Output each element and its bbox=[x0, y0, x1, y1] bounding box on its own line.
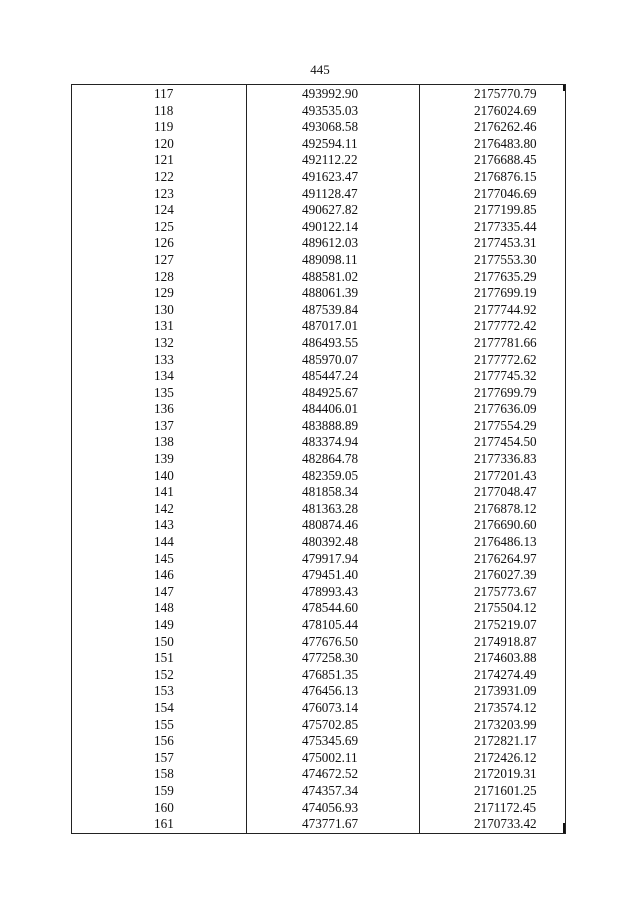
y-coordinate-cell: 2170733.42 bbox=[474, 816, 537, 832]
x-coordinate-cell: 486493.55 bbox=[302, 334, 359, 350]
point-number-cell: 135 bbox=[154, 384, 174, 400]
x-coordinate-cell: 481858.34 bbox=[302, 484, 359, 500]
y-coordinate-cell: 2176024.69 bbox=[474, 102, 537, 118]
y-coordinate-cell: 2177744.92 bbox=[474, 301, 537, 317]
x-coordinate-cell: 485447.24 bbox=[302, 368, 359, 384]
point-number-cell: 128 bbox=[154, 268, 174, 284]
point-number-cell: 159 bbox=[154, 782, 174, 798]
point-number-cell: 138 bbox=[154, 434, 174, 450]
point-number-cell: 156 bbox=[154, 733, 174, 749]
y-coordinate-cell: 2176486.13 bbox=[474, 534, 537, 550]
point-number-cell: 131 bbox=[154, 318, 174, 334]
table-row bbox=[72, 667, 565, 684]
table-row bbox=[72, 567, 565, 584]
point-number-cell: 136 bbox=[154, 401, 174, 417]
point-number-cell: 158 bbox=[154, 766, 174, 782]
x-coordinate-cell: 475002.11 bbox=[302, 749, 358, 765]
x-coordinate-cell: 489098.11 bbox=[302, 251, 358, 267]
x-coordinate-cell: 477676.50 bbox=[302, 633, 359, 649]
table-row bbox=[72, 385, 565, 402]
x-coordinate-cell: 483374.94 bbox=[302, 434, 359, 450]
point-number-cell: 132 bbox=[154, 334, 174, 350]
x-coordinate-cell: 487017.01 bbox=[302, 318, 359, 334]
x-coordinate-cell: 488061.39 bbox=[302, 285, 359, 301]
y-coordinate-cell: 2177554.29 bbox=[474, 417, 537, 433]
point-number-cell: 122 bbox=[154, 168, 174, 184]
table-row bbox=[72, 352, 565, 369]
x-coordinate-cell: 474357.34 bbox=[302, 782, 359, 798]
table-row bbox=[72, 302, 565, 319]
point-number-cell: 161 bbox=[154, 816, 174, 832]
y-coordinate-cell: 2174918.87 bbox=[474, 633, 537, 649]
x-coordinate-cell: 491623.47 bbox=[302, 168, 359, 184]
x-coordinate-cell: 478993.43 bbox=[302, 583, 359, 599]
table-row bbox=[72, 285, 565, 302]
y-coordinate-cell: 2177699.19 bbox=[474, 285, 537, 301]
y-coordinate-cell: 2171601.25 bbox=[474, 782, 537, 798]
table-row bbox=[72, 368, 565, 385]
point-number-cell: 152 bbox=[154, 666, 174, 682]
table-row bbox=[72, 717, 565, 734]
point-number-cell: 125 bbox=[154, 218, 174, 234]
x-coordinate-cell: 484406.01 bbox=[302, 401, 359, 417]
y-coordinate-cell: 2176688.45 bbox=[474, 152, 537, 168]
table-row bbox=[72, 468, 565, 485]
table-row bbox=[72, 418, 565, 435]
x-coordinate-cell: 476851.35 bbox=[302, 666, 359, 682]
table-row bbox=[72, 750, 565, 767]
point-number-cell: 129 bbox=[154, 285, 174, 301]
table-row bbox=[72, 634, 565, 651]
table-row bbox=[72, 534, 565, 551]
y-coordinate-cell: 2177635.29 bbox=[474, 268, 537, 284]
x-coordinate-cell: 485970.07 bbox=[302, 351, 359, 367]
point-number-cell: 123 bbox=[154, 185, 174, 201]
y-coordinate-cell: 2175219.07 bbox=[474, 617, 537, 632]
x-coordinate-cell: 493535.03 bbox=[302, 102, 359, 118]
y-coordinate-cell: 2172019.31 bbox=[474, 766, 537, 782]
x-coordinate-cell: 492112.22 bbox=[302, 152, 358, 168]
page-number: 445 bbox=[310, 62, 330, 77]
x-coordinate-cell: 479917.94 bbox=[302, 550, 359, 566]
y-coordinate-cell: 2173574.12 bbox=[474, 699, 537, 715]
point-number-cell: 133 bbox=[154, 351, 174, 367]
table-row bbox=[72, 219, 565, 236]
table-row bbox=[72, 401, 565, 418]
x-coordinate-cell: 483888.89 bbox=[302, 417, 359, 433]
x-coordinate-cell: 489612.03 bbox=[302, 235, 359, 251]
x-coordinate-cell: 479451.40 bbox=[302, 567, 359, 583]
table-row bbox=[72, 484, 565, 501]
point-number-cell: 145 bbox=[154, 550, 174, 566]
point-number-cell: 127 bbox=[154, 251, 174, 267]
y-coordinate-cell: 2176264.97 bbox=[474, 550, 537, 566]
point-number-cell: 148 bbox=[154, 600, 174, 616]
x-coordinate-cell: 476456.13 bbox=[302, 683, 359, 699]
point-number-cell: 151 bbox=[154, 650, 174, 666]
x-coordinate-cell: 473771.67 bbox=[302, 816, 359, 832]
table-row bbox=[72, 816, 565, 833]
y-coordinate-cell: 2177199.85 bbox=[474, 202, 537, 218]
point-number-cell: 137 bbox=[154, 417, 174, 433]
table-row bbox=[72, 269, 565, 286]
y-coordinate-cell: 2175770.79 bbox=[474, 86, 537, 101]
table-row bbox=[72, 584, 565, 601]
point-number-cell: 117 bbox=[154, 86, 174, 101]
y-coordinate-cell: 2176262.46 bbox=[474, 119, 537, 135]
x-coordinate-cell: 480874.46 bbox=[302, 517, 359, 533]
table-row bbox=[72, 600, 565, 617]
x-coordinate-cell: 478544.60 bbox=[302, 600, 359, 616]
y-coordinate-cell: 2177772.42 bbox=[474, 318, 537, 334]
x-coordinate-cell: 492594.11 bbox=[302, 135, 358, 151]
table-row bbox=[72, 186, 565, 203]
table-row bbox=[72, 683, 565, 700]
table-row bbox=[72, 733, 565, 750]
table-row bbox=[72, 617, 565, 634]
y-coordinate-cell: 2173203.99 bbox=[474, 716, 537, 732]
x-coordinate-cell: 490627.82 bbox=[302, 202, 359, 218]
y-coordinate-cell: 2177453.31 bbox=[474, 235, 537, 251]
x-coordinate-cell: 476073.14 bbox=[302, 699, 359, 715]
point-number-cell: 120 bbox=[154, 135, 174, 151]
table-row bbox=[72, 650, 565, 667]
point-number-cell: 121 bbox=[154, 152, 174, 168]
x-coordinate-cell: 491128.47 bbox=[302, 185, 358, 201]
point-number-cell: 149 bbox=[154, 617, 174, 632]
y-coordinate-cell: 2177636.09 bbox=[474, 401, 537, 417]
y-coordinate-cell: 2174274.49 bbox=[474, 666, 537, 682]
y-coordinate-cell: 2176876.15 bbox=[474, 168, 537, 184]
coordinate-table bbox=[71, 84, 566, 834]
point-number-cell: 119 bbox=[154, 119, 174, 135]
x-coordinate-cell: 482359.05 bbox=[302, 467, 359, 483]
y-coordinate-cell: 2174603.88 bbox=[474, 650, 537, 666]
table-row bbox=[72, 766, 565, 783]
point-number-cell: 140 bbox=[154, 467, 174, 483]
x-coordinate-cell: 482864.78 bbox=[302, 451, 359, 467]
table-row bbox=[72, 783, 565, 800]
point-number-cell: 147 bbox=[154, 583, 174, 599]
point-number-cell: 141 bbox=[154, 484, 174, 500]
x-coordinate-cell: 490122.14 bbox=[302, 218, 359, 234]
y-coordinate-cell: 2176483.80 bbox=[474, 135, 537, 151]
point-number-cell: 154 bbox=[154, 699, 174, 715]
x-coordinate-cell: 477258.30 bbox=[302, 650, 359, 666]
y-coordinate-cell: 2177553.30 bbox=[474, 251, 537, 267]
y-coordinate-cell: 2175504.12 bbox=[474, 600, 537, 616]
table-row bbox=[72, 202, 565, 219]
table-row bbox=[72, 136, 565, 153]
table-row bbox=[72, 169, 565, 186]
point-number-cell: 146 bbox=[154, 567, 174, 583]
table-row bbox=[72, 318, 565, 335]
y-coordinate-cell: 2177048.47 bbox=[474, 484, 537, 500]
table-body bbox=[72, 86, 565, 833]
y-coordinate-cell: 2172426.12 bbox=[474, 749, 537, 765]
y-coordinate-cell: 2177699.79 bbox=[474, 384, 537, 400]
table-row bbox=[72, 434, 565, 451]
point-number-cell: 139 bbox=[154, 451, 174, 467]
table-row bbox=[72, 86, 565, 103]
table-row bbox=[72, 517, 565, 534]
table-row bbox=[72, 800, 565, 817]
table-row bbox=[72, 103, 565, 120]
y-coordinate-cell: 2173931.09 bbox=[474, 683, 537, 699]
table-row bbox=[72, 451, 565, 468]
x-coordinate-cell: 474672.52 bbox=[302, 766, 359, 782]
point-number-cell: 144 bbox=[154, 534, 174, 550]
point-number-cell: 157 bbox=[154, 749, 174, 765]
y-coordinate-cell: 2177745.32 bbox=[474, 368, 537, 384]
x-coordinate-cell: 475702.85 bbox=[302, 716, 359, 732]
y-coordinate-cell: 2175773.67 bbox=[474, 583, 537, 599]
y-coordinate-cell: 2177454.50 bbox=[474, 434, 537, 450]
x-coordinate-cell: 493992.90 bbox=[302, 86, 359, 101]
x-coordinate-cell: 480392.48 bbox=[302, 534, 359, 550]
x-coordinate-cell: 478105.44 bbox=[302, 617, 359, 632]
x-coordinate-cell: 493068.58 bbox=[302, 119, 359, 135]
point-number-cell: 134 bbox=[154, 368, 174, 384]
y-coordinate-cell: 2177336.83 bbox=[474, 451, 537, 467]
x-coordinate-cell: 475345.69 bbox=[302, 733, 359, 749]
point-number-cell: 124 bbox=[154, 202, 174, 218]
x-coordinate-cell: 481363.28 bbox=[302, 500, 359, 516]
x-coordinate-cell: 488581.02 bbox=[302, 268, 359, 284]
table-row bbox=[72, 551, 565, 568]
y-coordinate-cell: 2177201.43 bbox=[474, 467, 537, 483]
point-number-cell: 126 bbox=[154, 235, 174, 251]
table-row bbox=[72, 700, 565, 717]
x-coordinate-cell: 484925.67 bbox=[302, 384, 359, 400]
y-coordinate-cell: 2171172.45 bbox=[474, 799, 537, 815]
table-row bbox=[72, 235, 565, 252]
point-number-cell: 150 bbox=[154, 633, 174, 649]
y-coordinate-cell: 2172821.17 bbox=[474, 733, 537, 749]
table-row bbox=[72, 152, 565, 169]
point-number-cell: 160 bbox=[154, 799, 174, 815]
table-row bbox=[72, 335, 565, 352]
table-row bbox=[72, 501, 565, 518]
y-coordinate-cell: 2177335.44 bbox=[474, 218, 537, 234]
point-number-cell: 142 bbox=[154, 500, 174, 516]
x-coordinate-cell: 487539.84 bbox=[302, 301, 359, 317]
y-coordinate-cell: 2177046.69 bbox=[474, 185, 537, 201]
y-coordinate-cell: 2176027.39 bbox=[474, 567, 537, 583]
y-coordinate-cell: 2176690.60 bbox=[474, 517, 537, 533]
point-number-cell: 118 bbox=[154, 102, 174, 118]
point-number-cell: 130 bbox=[154, 301, 174, 317]
point-number-cell: 143 bbox=[154, 517, 174, 533]
y-coordinate-cell: 2177772.62 bbox=[474, 351, 537, 367]
point-number-cell: 155 bbox=[154, 716, 174, 732]
table-row bbox=[72, 252, 565, 269]
y-coordinate-cell: 2176878.12 bbox=[474, 500, 537, 516]
y-coordinate-cell: 2177781.66 bbox=[474, 334, 537, 350]
x-coordinate-cell: 474056.93 bbox=[302, 799, 359, 815]
table-row bbox=[72, 119, 565, 136]
point-number-cell: 153 bbox=[154, 683, 174, 699]
